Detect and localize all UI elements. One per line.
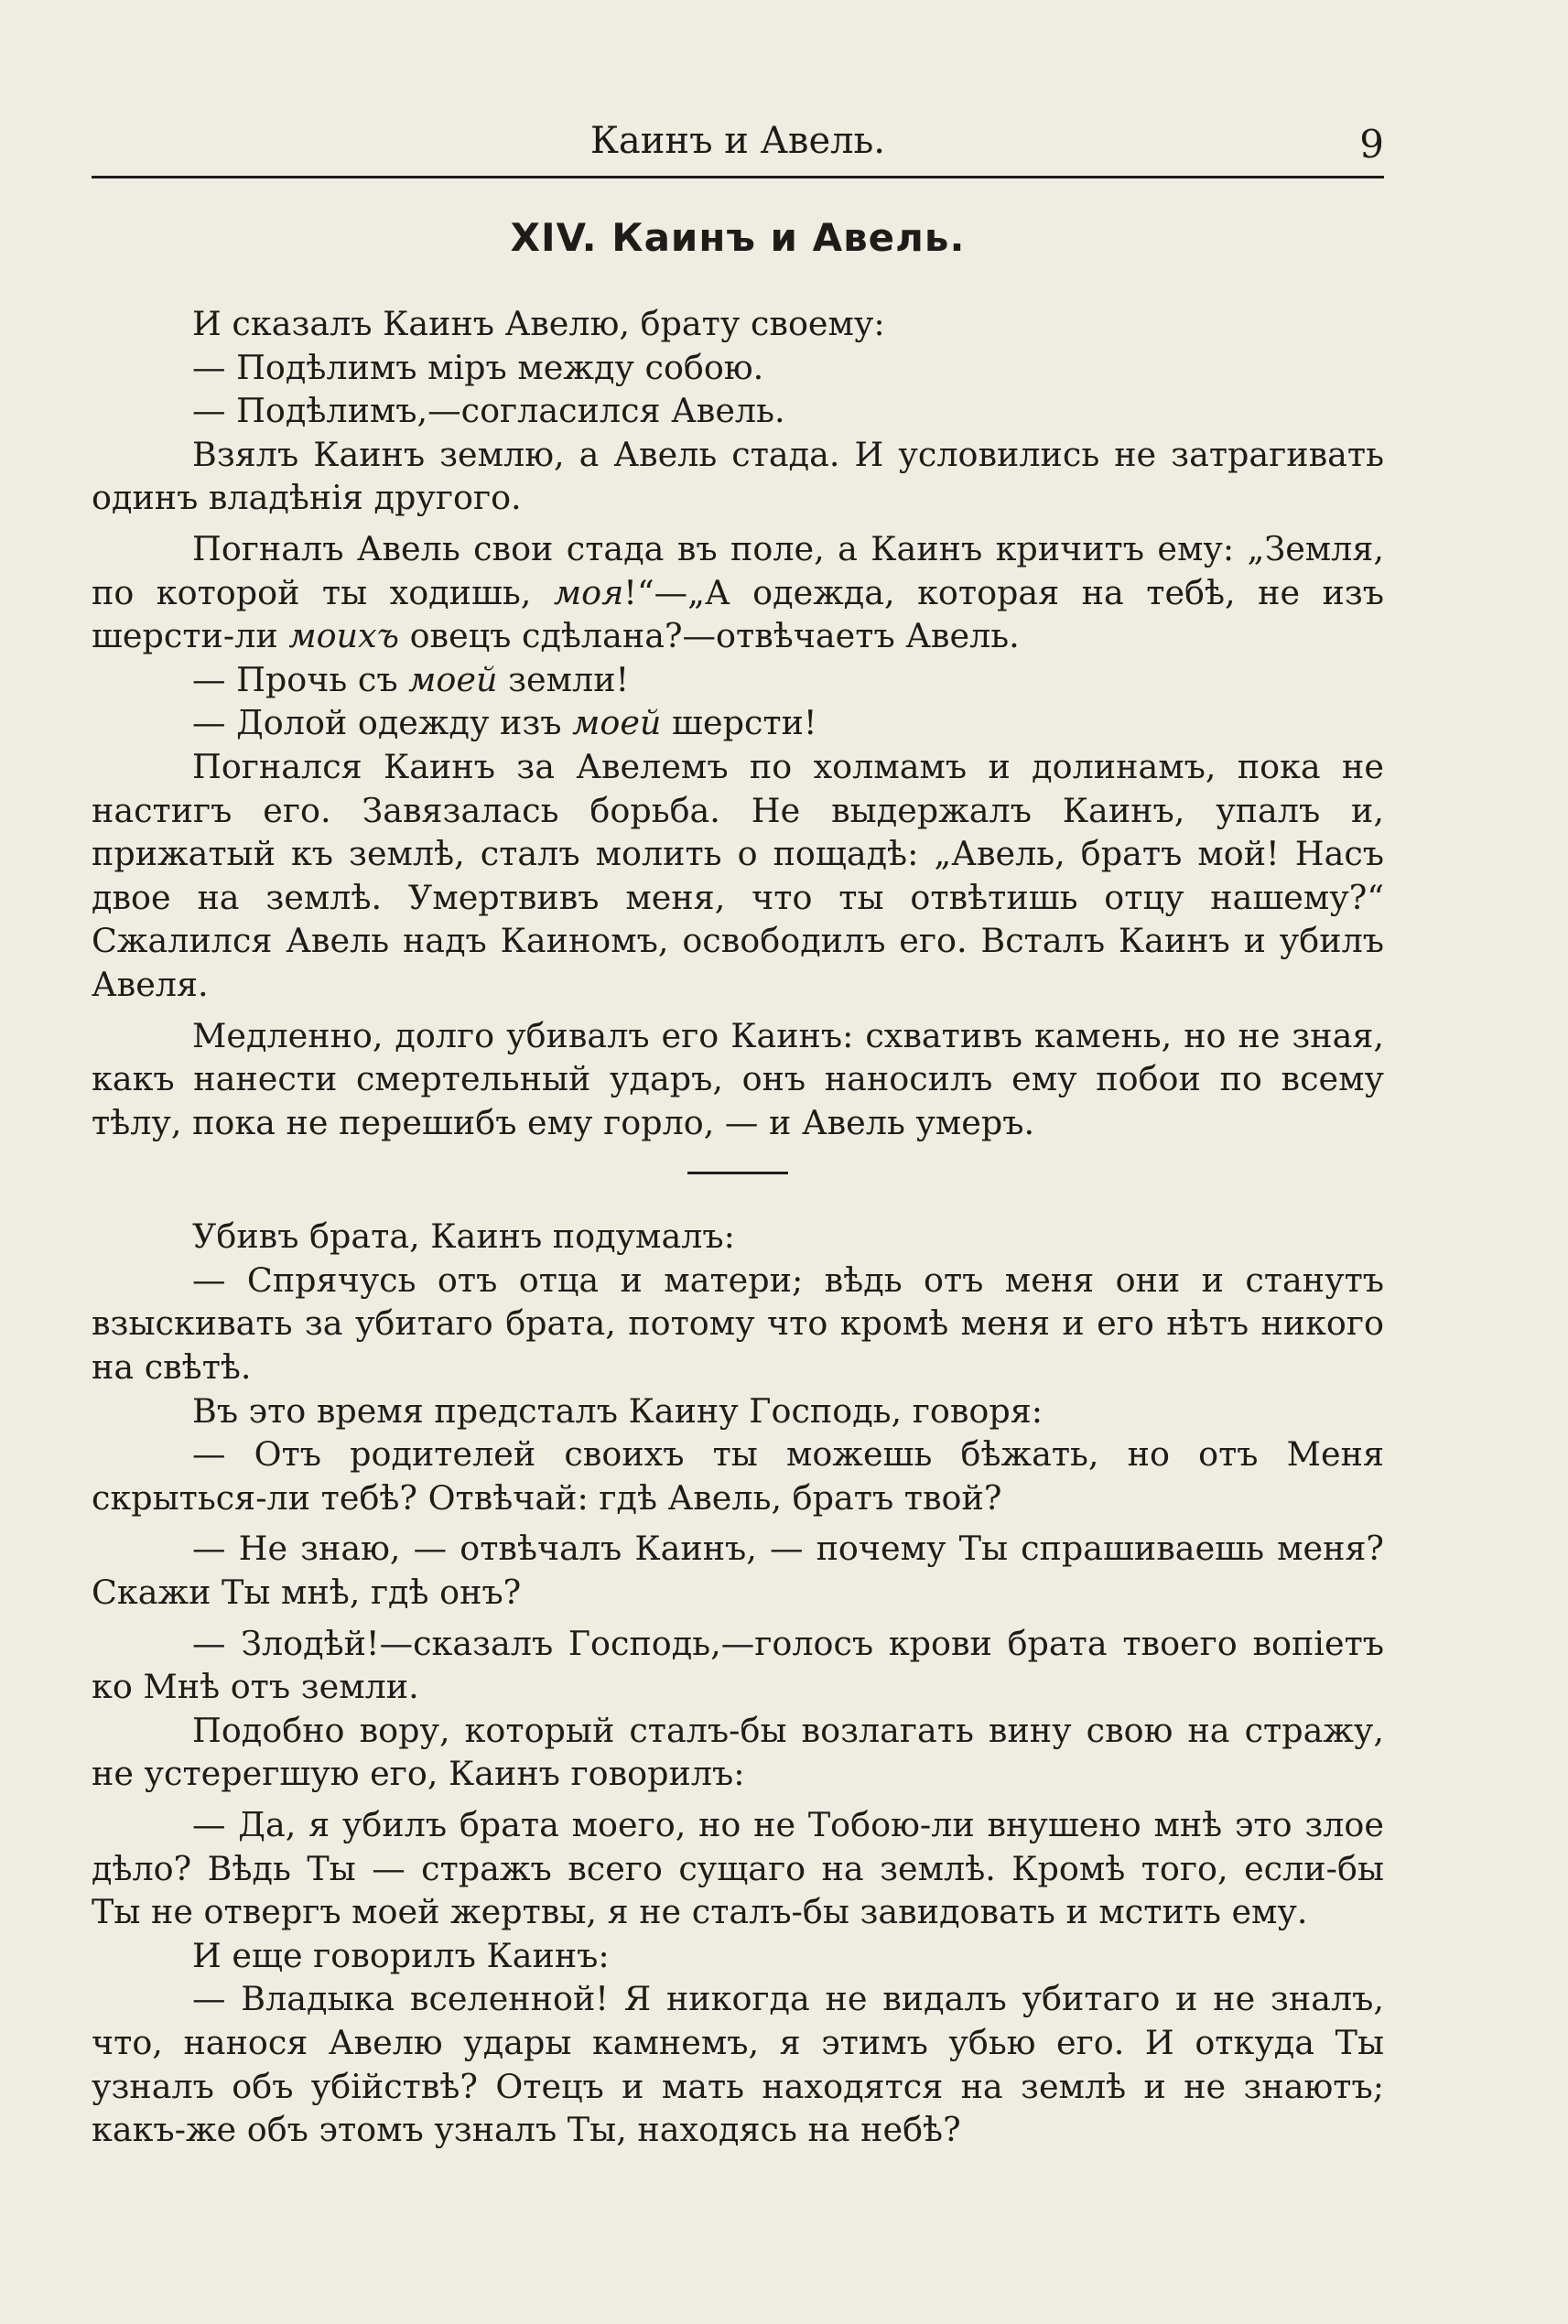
text-run: шерсти! (661, 703, 817, 743)
text-run: !“—„А одежда, которая на тебѣ, не изъ шерсти-ли (92, 572, 1384, 656)
paragraph: Въ это время предсталъ Каину Господь, говоря: (192, 1390, 1044, 1431)
paragraph: Подобно вору, который сталъ-бы возлагать вину свою на стражу, не устерегшую его, Каинъ говорилъ: (92, 1710, 1384, 1794)
paragraph: — Да, я убилъ брата моего, но не Тобою-ли внушено мнѣ это злое дѣло? Вѣдь Ты — стражъ всего сущаго на землѣ. Кромѣ того, если-бы Ты не отвергъ моей жертвы, я не сталъ-бы завидовать и мстить ему. (92, 1805, 1384, 1932)
paragraph: И сказалъ Каинъ Авелю, брату своему: (192, 304, 885, 343)
emphasis: моя (553, 572, 624, 612)
paragraph: — Злодѣй!—сказалъ Господь,—голосъ крови брата твоего вопіетъ ко Мнѣ отъ земли. (92, 1623, 1384, 1707)
paragraph (92, 527, 1384, 658)
chapter-body (92, 302, 1384, 2152)
paragraph (92, 701, 1384, 745)
paragraph: Медленно, долго убивалъ его Каинъ: схвативъ камень, но не зная, какъ нанести смертельный ударъ, онъ наносилъ ему побои по всему тѣлу, пока не перешибъ ему горло, — и Авель умеръ. (92, 1015, 1384, 1142)
running-head (92, 117, 1384, 172)
text-run: Погналъ Авель свои стада въ поле, а Каинъ кричитъ ему: „Земля, по которой ты ходишь, (92, 528, 1384, 612)
paragraph: — Владыка вселенной! Я никогда не видалъ убитаго и не зналъ, что, нанося Авелю удары камнемъ, я этимъ убью его. И откуда Ты узналъ объ убійствѣ? Отецъ и мать находятся на землѣ и не знаютъ; какъ-же объ этомъ узналъ Ты, находясь на небѣ? (92, 1979, 1384, 2150)
text-run: овецъ сдѣлана?—отвѣчаетъ Авель. (398, 616, 1020, 656)
section-divider (687, 1172, 788, 1174)
paragraph: Погнался Каинъ за Авелемъ по холмамъ и долинамъ, пока не настигъ его. Завязалась борьба. Не выдержалъ Каинъ, упалъ и, прижатый къ землѣ, сталъ молить о пощадѣ: „Авель, братъ мой! Насъ двое на землѣ. Умертвивъ меня, что ты отвѣтишь отцу нашему?“ Сжалился Авель надъ Каиномъ, освободилъ его. Всталъ Каинъ и убилъ Авеля. (92, 746, 1384, 1004)
text-run: земли! (497, 659, 630, 699)
running-title: Каинъ и Авель. (589, 120, 886, 162)
paragraph: Взялъ Каинъ землю, а Авель стада. И условились не затрагивать одинъ владѣнія другого. (92, 434, 1384, 518)
emphasis: моей (408, 659, 498, 699)
text-run: — Долой одежду изъ (192, 703, 573, 743)
paragraph: — Подѣлимъ,—согласился Авель. (192, 391, 785, 431)
paragraph: Убивъ брата, Каинъ подумалъ: (192, 1216, 735, 1257)
header-rule (92, 176, 1384, 178)
text-run: — Прочь съ (192, 659, 409, 699)
paragraph: И еще говорилъ Каинъ: (192, 1935, 610, 1975)
paragraph: — Отъ родителей своихъ ты можешь бѣжать, но отъ Меня скрыться-ли тебѣ? Отвѣчай: гдѣ Авель, братъ твой? (92, 1434, 1384, 1518)
paragraph: — Не знаю, — отвѣчалъ Каинъ, — почему Ты спрашиваешь меня? Скажи Ты мнѣ, гдѣ онъ? (92, 1529, 1384, 1613)
emphasis: моей (572, 703, 662, 743)
page-number: 9 (1359, 122, 1384, 167)
chapter-title: XIV. Каинъ и Авель. (510, 215, 966, 260)
paragraph: — Подѣлимъ міръ между собою. (192, 347, 764, 387)
paragraph (92, 658, 1384, 702)
paragraph: — Спрячусь отъ отца и матери; вѣдь отъ меня они и станутъ взыскивать за убитаго брата, потому что кромѣ меня и его нѣтъ никого на свѣтѣ. (92, 1259, 1384, 1388)
emphasis: моихъ (288, 616, 399, 656)
